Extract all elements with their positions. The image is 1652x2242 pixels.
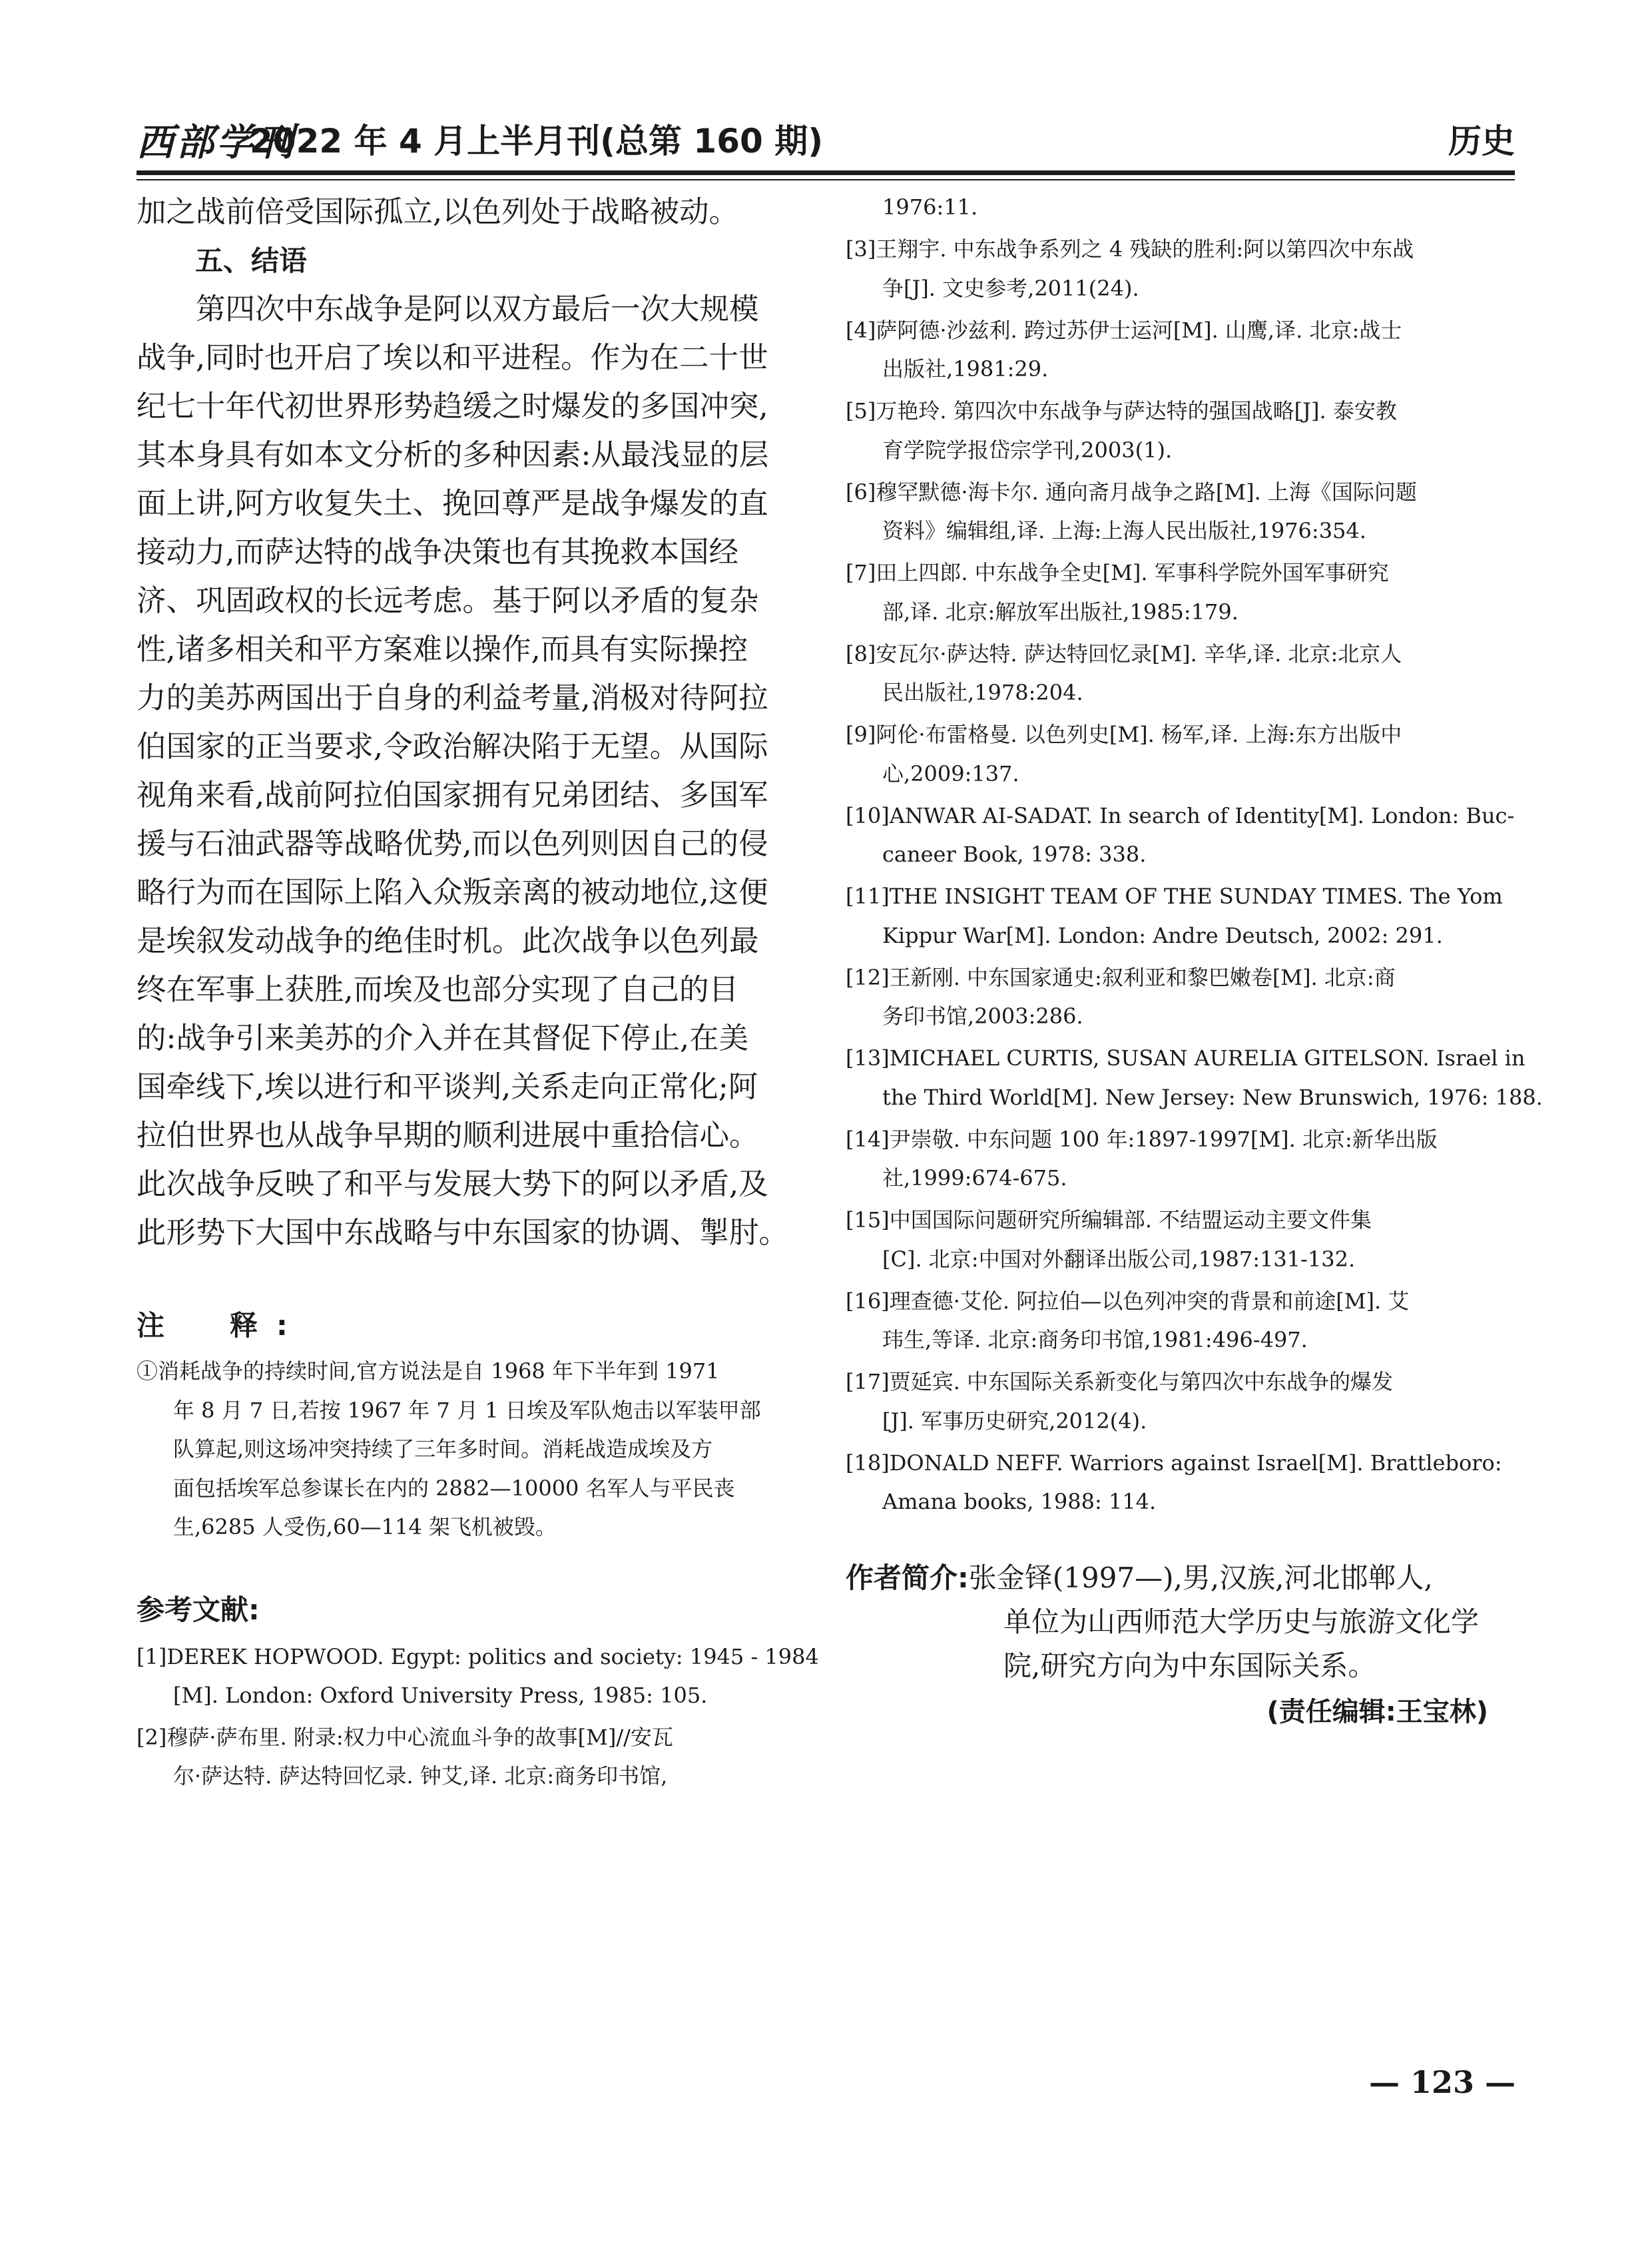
references-list-right [846, 188, 1543, 1522]
text-line: 面包括埃军总参谋长在内的 2882—10000 名军人与平民丧 [173, 1475, 735, 1501]
section-heading: 五、结语 [195, 244, 308, 277]
reference-line: caneer Book, 1978: 338. [882, 842, 1147, 867]
text-line: 援与石油武器等战略优势,而以色列则因自己的侵 [137, 827, 768, 861]
left-column [137, 188, 819, 1799]
header-rule-thick [137, 170, 1515, 175]
footnote [137, 1352, 809, 1547]
conclusion-paragraph [137, 285, 809, 1257]
issue-info: 2022 年 4 月上半月刊(总第 160 期) [250, 122, 824, 160]
reference-line: [17]贾延宾. 中东国际关系新变化与第四次中东战争的爆发 [846, 1369, 1394, 1394]
reference-line: [9]阿伦·布雷格曼. 以色列史[M]. 杨军,译. 上海:东方出版中 [846, 722, 1402, 747]
reference-line: [3]王翔宇. 中东战争系列之 4 残缺的胜利:阿以第四次中东战 [846, 236, 1414, 262]
author-label: 作者简介: [846, 1561, 969, 1594]
text-line: 终在军事上获胜,而埃及也部分实现了自己的目 [137, 973, 739, 1007]
reference-line: [C]. 北京:中国对外翻译出版公司,1987:131-132. [882, 1246, 1356, 1272]
reference-item [846, 796, 1515, 874]
reference-line: 心,2009:137. [882, 760, 1019, 786]
reference-line: 资料》编辑组,译. 上海:上海人民出版社,1976:354. [882, 518, 1366, 543]
reference-line: [11]THE INSIGHT TEAM OF THE SUNDAY TIMES. The Yom [846, 884, 1503, 909]
text-line: 性,诸多相关和平方案难以操作,而具有实际操控 [137, 633, 748, 667]
reference-line: [15]中国国际问题研究所编辑部. 不结盟运动主要文件集 [846, 1207, 1372, 1233]
reference-item [846, 635, 1515, 712]
reference-line: 争[J]. 文史参考,2011(24). [882, 275, 1139, 301]
text-line: 其本身具有如本文分析的多种因素:从最浅显的层 [137, 438, 769, 472]
reference-item [846, 1201, 1515, 1278]
reference-line: Amana books, 1988: 114. [882, 1489, 1157, 1514]
reference-line: 务印书馆,2003:286. [882, 1003, 1083, 1029]
reference-item [846, 392, 1515, 469]
text-line: 力的美苏两国出于自身的利益考量,消极对待阿拉 [137, 681, 768, 715]
reference-item [846, 473, 1515, 551]
reference-line: [7]田上四郎. 中东战争全史[M]. 军事科学院外国军事研究 [846, 560, 1389, 585]
text-line: 接动力,而萨达特的战争决策也有其挽救本国经 [137, 535, 739, 569]
text-line: 队算起,则这场冲突持续了三年多时间。消耗战造成埃及方 [173, 1436, 713, 1462]
reference-item [846, 1039, 1543, 1117]
reference-item [846, 958, 1515, 1036]
right-column [846, 188, 1543, 1729]
reference-line: [5]万艳玲. 第四次中东战争与萨达特的强国战略[J]. 泰安教 [846, 398, 1397, 423]
reference-item [846, 1120, 1515, 1198]
text-line: 此次战争反映了和平与发展大势下的阿以矛盾,及 [137, 1167, 768, 1201]
reference-line: 育学院学报岱宗学刊,2003(1). [882, 437, 1173, 463]
reference-line: [14]尹崇敬. 中东问题 100 年:1897-1997[M]. 北京:新华出版 [846, 1126, 1438, 1152]
reference-line: 出版社,1981:29. [882, 356, 1049, 382]
reference-line: [J]. 军事历史研究,2012(4). [882, 1408, 1147, 1434]
reference-line: [4]萨阿德·沙兹利. 跨过苏伊士运河[M]. 山鹰,译. 北京:战士 [846, 317, 1402, 343]
text-line: 国牵线下,埃以进行和平谈判,关系走向正常化;阿 [137, 1070, 758, 1104]
page-number: — 123 — [1368, 2064, 1515, 2100]
text-line: 济、巩固政权的长远考虑。基于阿以矛盾的复杂 [137, 584, 759, 618]
reference-line: 玮生,等译. 北京:商务印书馆,1981:496-497. [882, 1327, 1308, 1352]
author-line: 院,研究方向为中东国际关系。 [1003, 1649, 1376, 1682]
opening-paragraph: 加之战前倍受国际孤立,以色列处于战略被动。 [137, 195, 739, 229]
references-title: 参考文献: [137, 1593, 260, 1626]
reference-line: 1976:11. [882, 194, 978, 220]
notes-title: 注 释: [137, 1309, 306, 1342]
reference-line: [13]MICHAEL CURTIS, SUSAN AURELIA GITELSON. Israel in [846, 1045, 1525, 1071]
reference-item [846, 230, 1515, 308]
reference-line: [16]理查德·艾伦. 阿拉伯—以色列冲突的背景和前途[M]. 艾 [846, 1288, 1410, 1314]
text-line: 纪七十年代初世界形势趋缓之时爆发的多国冲突, [137, 390, 768, 423]
reference-line: [6]穆罕默德·海卡尔. 通向斋月战争之路[M]. 上海《国际问题 [846, 479, 1417, 505]
page-header [137, 113, 1515, 166]
text-line: 是埃叙发动战争的绝佳时机。此次战争以色列最 [137, 924, 759, 958]
reference-line: 部,译. 北京:解放军出版社,1985:179. [882, 599, 1239, 625]
reference-line: [10]ANWAR AI-SADAT. In search of Identity[M]. London: Buc- [846, 802, 1515, 828]
reference-line: 民出版社,1978:204. [882, 680, 1083, 705]
author-line: 单位为山西师范大学历史与旅游文化学 [1003, 1605, 1480, 1638]
reference-line: [18]DONALD NEFF. Warriors against Israel[M]. Brattleboro: [846, 1450, 1502, 1476]
header-rule-thin [137, 179, 1515, 180]
text-line: 战争,同时也开启了埃以和平进程。作为在二十世 [137, 341, 768, 375]
text-line: 年 8 月 7 日,若按 1967 年 7 月 1 日埃及军队炮击以军装甲部 [173, 1397, 761, 1423]
reference-item [846, 877, 1515, 955]
author-line: 张金铎(1997—),男,汉族,河北邯郸人, [968, 1561, 1433, 1594]
references-list-left [137, 1637, 819, 1796]
text-line: 面上讲,阿方收复失土、挽回尊严是战争爆发的直 [137, 487, 768, 521]
reference-line: 社,1999:674-675. [882, 1165, 1067, 1191]
reference-item [137, 1718, 809, 1796]
text-line: 的:战争引来美苏的介入并在其督促下停止,在美 [137, 1021, 749, 1055]
text-line: 第四次中东战争是阿以双方最后一次大规模 [137, 292, 759, 326]
reference-line: [8]安瓦尔·萨达特. 萨达特回忆录[M]. 辛华,译. 北京:北京人 [846, 641, 1402, 667]
reference-line: 尔·萨达特. 萨达特回忆录. 钟艾,译. 北京:商务印书馆, [173, 1763, 668, 1789]
journal-logo: 西部学刊 [137, 121, 296, 164]
responsible-editor: (责任编辑:王宝林) [1266, 1696, 1488, 1727]
reference-item [846, 715, 1515, 793]
text-line: 此形势下大国中东战略与中东国家的协调、掣肘。 [137, 1216, 789, 1250]
reference-line: the Third World[M]. New Jersey: New Brunswich, 1976: 188. [882, 1084, 1543, 1110]
text-line: 拉伯世界也从战争早期的顺利进展中重拾信心。 [137, 1119, 759, 1153]
text-line: ①消耗战争的持续时间,官方说法是自 1968 年下半年到 1971 [137, 1358, 720, 1384]
reference-line: Kippur War[M]. London: Andre Deutsch, 2002: 291. [882, 922, 1443, 948]
reference-item [846, 311, 1515, 389]
author-bio [846, 1556, 1515, 1729]
reference-line: [2]穆萨·萨布里. 附录:权力中心流血斗争的故事[M]//安瓦 [137, 1724, 673, 1750]
reference-item [846, 1362, 1515, 1440]
reference-item [137, 1637, 819, 1715]
reference-item [846, 553, 1515, 631]
reference-line: [1]DEREK HOPWOOD. Egypt: politics and society: 1945 - 1984 [137, 1643, 819, 1669]
text-line: 略行为而在国际上陷入众叛亲离的被动地位,这便 [137, 876, 768, 910]
text-line: 伯国家的正当要求,令政治解决陷于无望。从国际 [137, 730, 768, 764]
text-line: 生,6285 人受伤,60—114 架飞机被毁。 [173, 1514, 557, 1540]
section-label: 历史 [1448, 122, 1515, 160]
reference-item [846, 1444, 1515, 1522]
text-line: 视角来看,战前阿拉伯国家拥有兄弟团结、多国军 [137, 778, 768, 812]
reference-item [846, 188, 1515, 227]
reference-line: [12]王新刚. 中东国家通史:叙利亚和黎巴嫩卷[M]. 北京:商 [846, 964, 1396, 990]
reference-line: [M]. London: Oxford University Press, 1985: 105. [173, 1683, 708, 1708]
reference-item [846, 1282, 1515, 1360]
